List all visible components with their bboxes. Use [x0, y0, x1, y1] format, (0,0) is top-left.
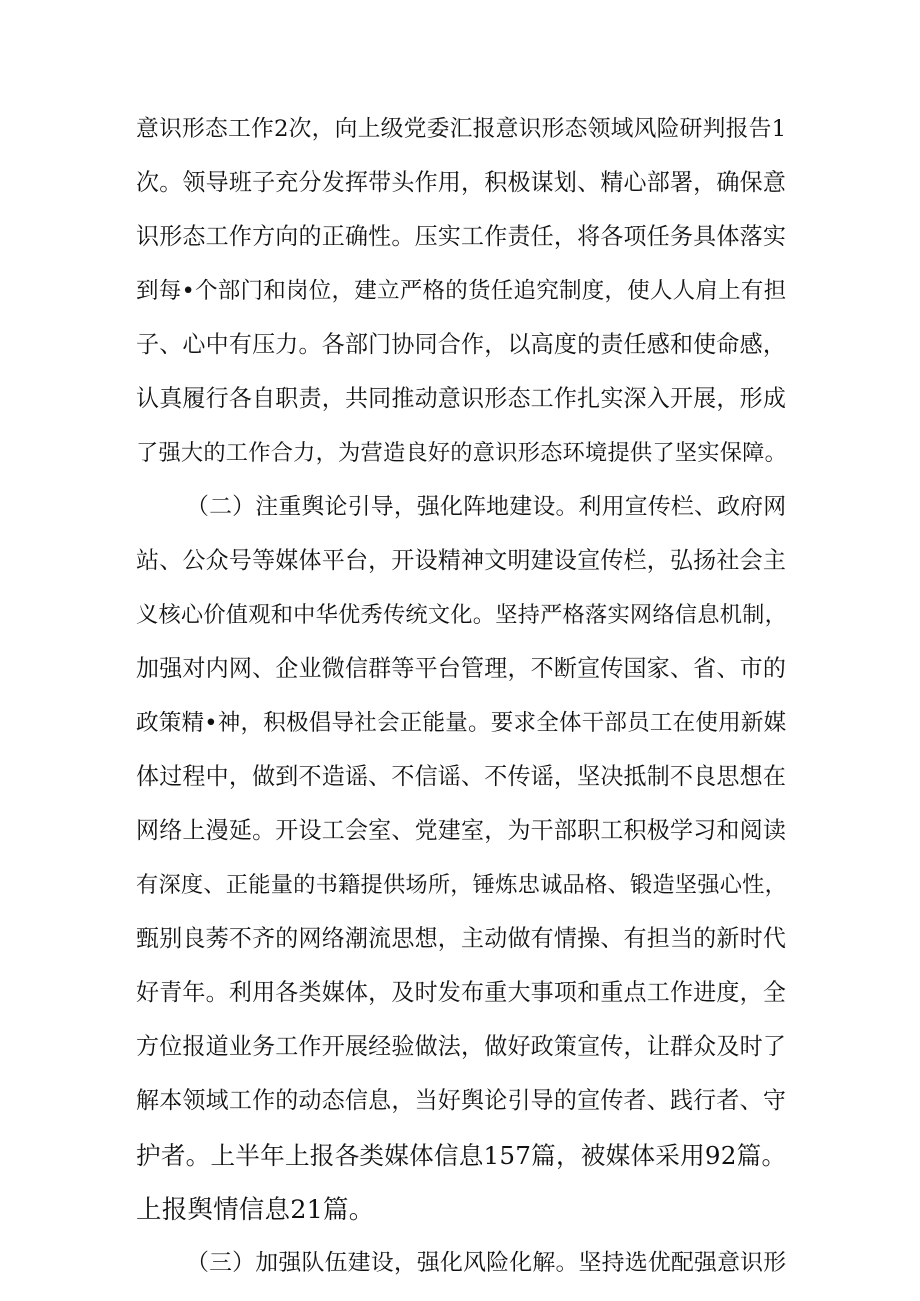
text-line-17: 好青年。利用各类媒体，及时发布重大事项和重点工作进度，全	[136, 980, 787, 1006]
text-line-2: 次。领导班子充分发挥带头作用，积极谋划、精心部署，确保意	[136, 170, 787, 196]
text-line-6: 认真履行各自职责，共同推动意识形态工作扎实深入开展，形成	[136, 386, 787, 412]
text-line-3: 识形态工作方向的正确性。压实工作责任，将各项任务具体落实	[136, 224, 787, 250]
text-line-11: 加强对内网、企业微信群等平台管理，不断宣传国家、省、市的	[136, 656, 787, 682]
section-heading-2: （二）注重舆论引导，强化阵地建设。利用宣传栏、政府网	[186, 494, 787, 520]
text-line-14: 网络上漫延。开设工会室、党建室，为干部职工积极学习和阅读	[136, 818, 787, 844]
text-line-7: 了强大的工作合力，为营造良好的意识形态环境提供了坚实保障。	[136, 440, 788, 466]
text-line-12: 政策精•神，积极倡导社会正能量。要求全体干部员工在使用新媒	[136, 710, 787, 736]
text-line-15: 有深度、正能量的书籍提供场所，锤炼忠诚品格、锻造坚强心性，	[136, 872, 788, 898]
text-line-20: 护者。上半年上报各类媒体信息157篇，被媒体采用92篇。	[136, 1141, 787, 1170]
text-line-5: 子、心中有压力。各部门协同合作，以高度的责任感和使命感，	[136, 332, 787, 358]
text-line-19: 解本领域工作的动态信息，当好舆论引导的宣传者、践行者、守	[136, 1088, 787, 1114]
section-heading-3: （三）加强队伍建设，强化风险化解。坚持选优配强意识形	[186, 1250, 787, 1276]
text-line-10: 义核心价值观和中华优秀传统文化。坚持严格落实网络信息机制，	[136, 602, 788, 628]
text-line-13: 体过程中，做到不造谣、不信谣、不传谣，坚决抵制不良思想在	[136, 764, 787, 790]
text-line-16: 甄别良莠不齐的网络潮流思想，主动做有情操、有担当的新时代	[136, 926, 787, 952]
text-line-18: 方位报道业务工作开展经验做法，做好政策宣传，让群众及时了	[136, 1034, 787, 1060]
text-line-9: 站、公众号等媒体平台，开设精神文明建设宣传栏，弘扬社会主	[136, 548, 787, 574]
text-line-1: 意识形态工作2次，向上级党委汇报意识形态领域风险研判报告1	[136, 116, 787, 142]
text-line-4: 到每•个部门和岗位，建立严格的货任追究制度，使人人肩上有担	[136, 278, 787, 304]
text-line-21: 上报舆情信息21篇。	[136, 1195, 375, 1225]
